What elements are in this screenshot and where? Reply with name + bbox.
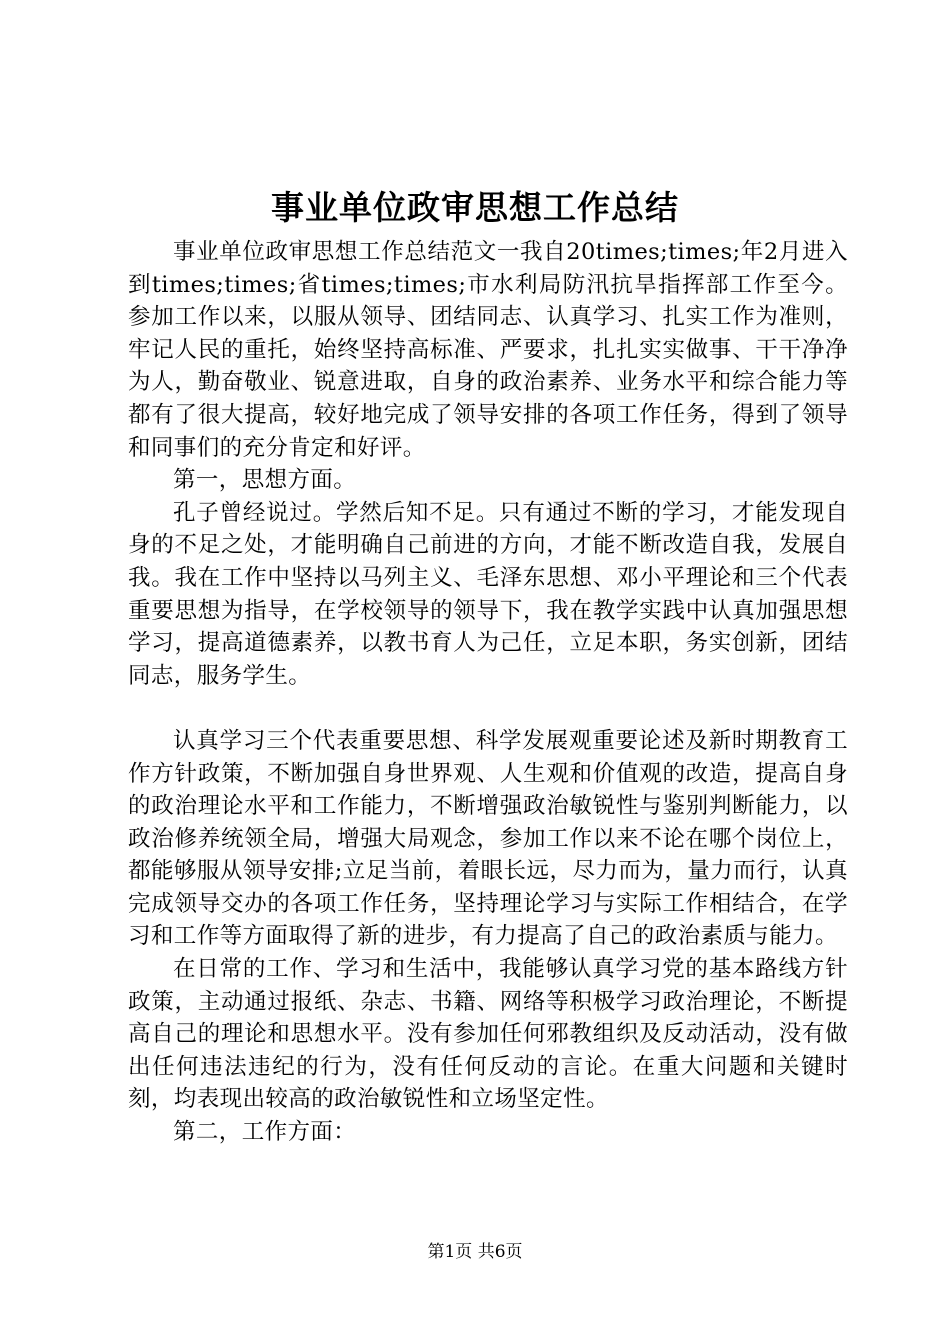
paragraph-intro: 事业单位政审思想工作总结范文一我自20times;times;年2月进入到times;times;省times;times;市水利局防汛抗旱指挥部工作至今。参加工作以来，以服从领导、团结同志、认真学习、扎实工作为准则，牢记人民的重托，始终坚持高标准、严要求，扎扎实实做事、干干净净为人，勤奋敬业、锐意进取，自身的政治素养、业务水平和综合能力等都有了很大提高，较好地完成了领导安排的各项工作任务，得到了领导和同事们的充分肯定和好评。 — [128, 239, 848, 461]
paragraph-confucius: 孔子曾经说过。学然后知不足。只有通过不断的学习，才能发现自身的不足之处，才能明确自己前进的方向，才能不断改造自我，发展自我。我在工作中坚持以马列主义、毛泽东思想、邓小平理论和三个代表重要思想为指导，在学校领导的领导下，我在教学实践中认真加强思想学习，提高道德素养，以教书育人为己任，立足本职，务实创新，团结同志，服务学生。 — [128, 499, 848, 689]
page-number: 第1页 共6页 — [427, 1242, 523, 1262]
paragraph-daily-work: 在日常的工作、学习和生活中，我能够认真学习党的基本路线方针政策，主动通过报纸、杂志、书籍、网络等积极学习政治理论，不断提高自己的理论和思想水平。没有参加任何邪教组织及反动活动，没有做出任何违法违纪的行为，没有任何反动的言论。在重大问题和关键时刻，均表现出较高的政治敏锐性和立场坚定性。 — [128, 956, 848, 1113]
section-heading-thought: 第一，思想方面。 — [173, 467, 357, 494]
document-body — [128, 236, 848, 1149]
document-title: 事业单位政审思想工作总结 — [271, 188, 679, 227]
section-heading-work: 第二，工作方面： — [173, 1119, 357, 1146]
paragraph-study: 认真学习三个代表重要思想、科学发展观重要论述及新时期教育工作方针政策，不断加强自身世界观、人生观和价值观的改造，提高自身的政治理论水平和工作能力，不断增强政治敏锐性与鉴别判断能力，以政治修养统领全局，增强大局观念，参加工作以来不论在哪个岗位上，都能够服从领导安排;立足当前，着眼长远，尽力而为，量力而行，认真完成领导交办的各项工作任务，坚持理论学习与实际工作相结合，在学习和工作等方面取得了新的进步，有力提高了自己的政治素质与能力。 — [128, 727, 848, 950]
